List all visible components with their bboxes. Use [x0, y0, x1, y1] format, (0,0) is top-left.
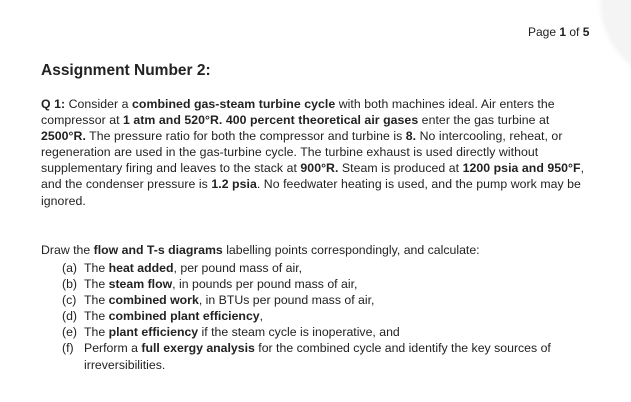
item-label: (e): [62, 325, 78, 340]
item-label: (d): [62, 309, 78, 324]
item-label: (b): [62, 277, 78, 292]
list-item: (a) The heat added, per pound mass of air,: [62, 261, 303, 275]
assignment-title: Assignment Number 2:: [41, 62, 211, 79]
question-parts-list: [62, 260, 602, 373]
list-item: (e) The plant efficiency if the steam cycle is inoperative, and: [62, 325, 400, 340]
question-label: Q 1:: [41, 97, 66, 111]
question-1: Q 1: Consider a combined gas-steam turbine cycle with both machines ideal. Air enters the compressor at 1 atm and 520°R. 400 percent theoretical air gases enter the gas turbine at 2500°R. The pressure ratio for both the compressor and turbine is 8. No intercooling, reheat, or regeneration are used in the gas-turbine cycle. The turbine exhaust is used directly without supplementary firing and leaves to the stack at 900°R. Steam is produced at 1200 psia and 950°F, and the condenser pressure is 1.2 psia. No feedwater heating is used, and the pump work may be ignored.: [41, 97, 585, 208]
list-item: (c) The combined work, in BTUs per pound mass of air,: [62, 293, 375, 308]
page-curl-shadow: [603, 0, 631, 80]
page-total: 5: [582, 25, 590, 39]
item-label: (a): [62, 261, 78, 275]
instruction-text: Draw the flow and T-s diagrams labelling points correspondingly, and calculate:: [41, 243, 480, 257]
page-number: Page 1 of 5: [528, 25, 590, 39]
page-current: 1: [559, 25, 567, 39]
item-label: (f): [62, 341, 74, 356]
list-item: (d) The combined plant efficiency,: [62, 309, 264, 324]
list-item: (b) The steam flow, in pounds per pound mass of air,: [62, 277, 358, 292]
list-item: (f) Perform a full exergy analysis for the combined cycle and identify the key sources of irreversibilities.: [62, 341, 551, 372]
item-label: (c): [62, 293, 77, 308]
